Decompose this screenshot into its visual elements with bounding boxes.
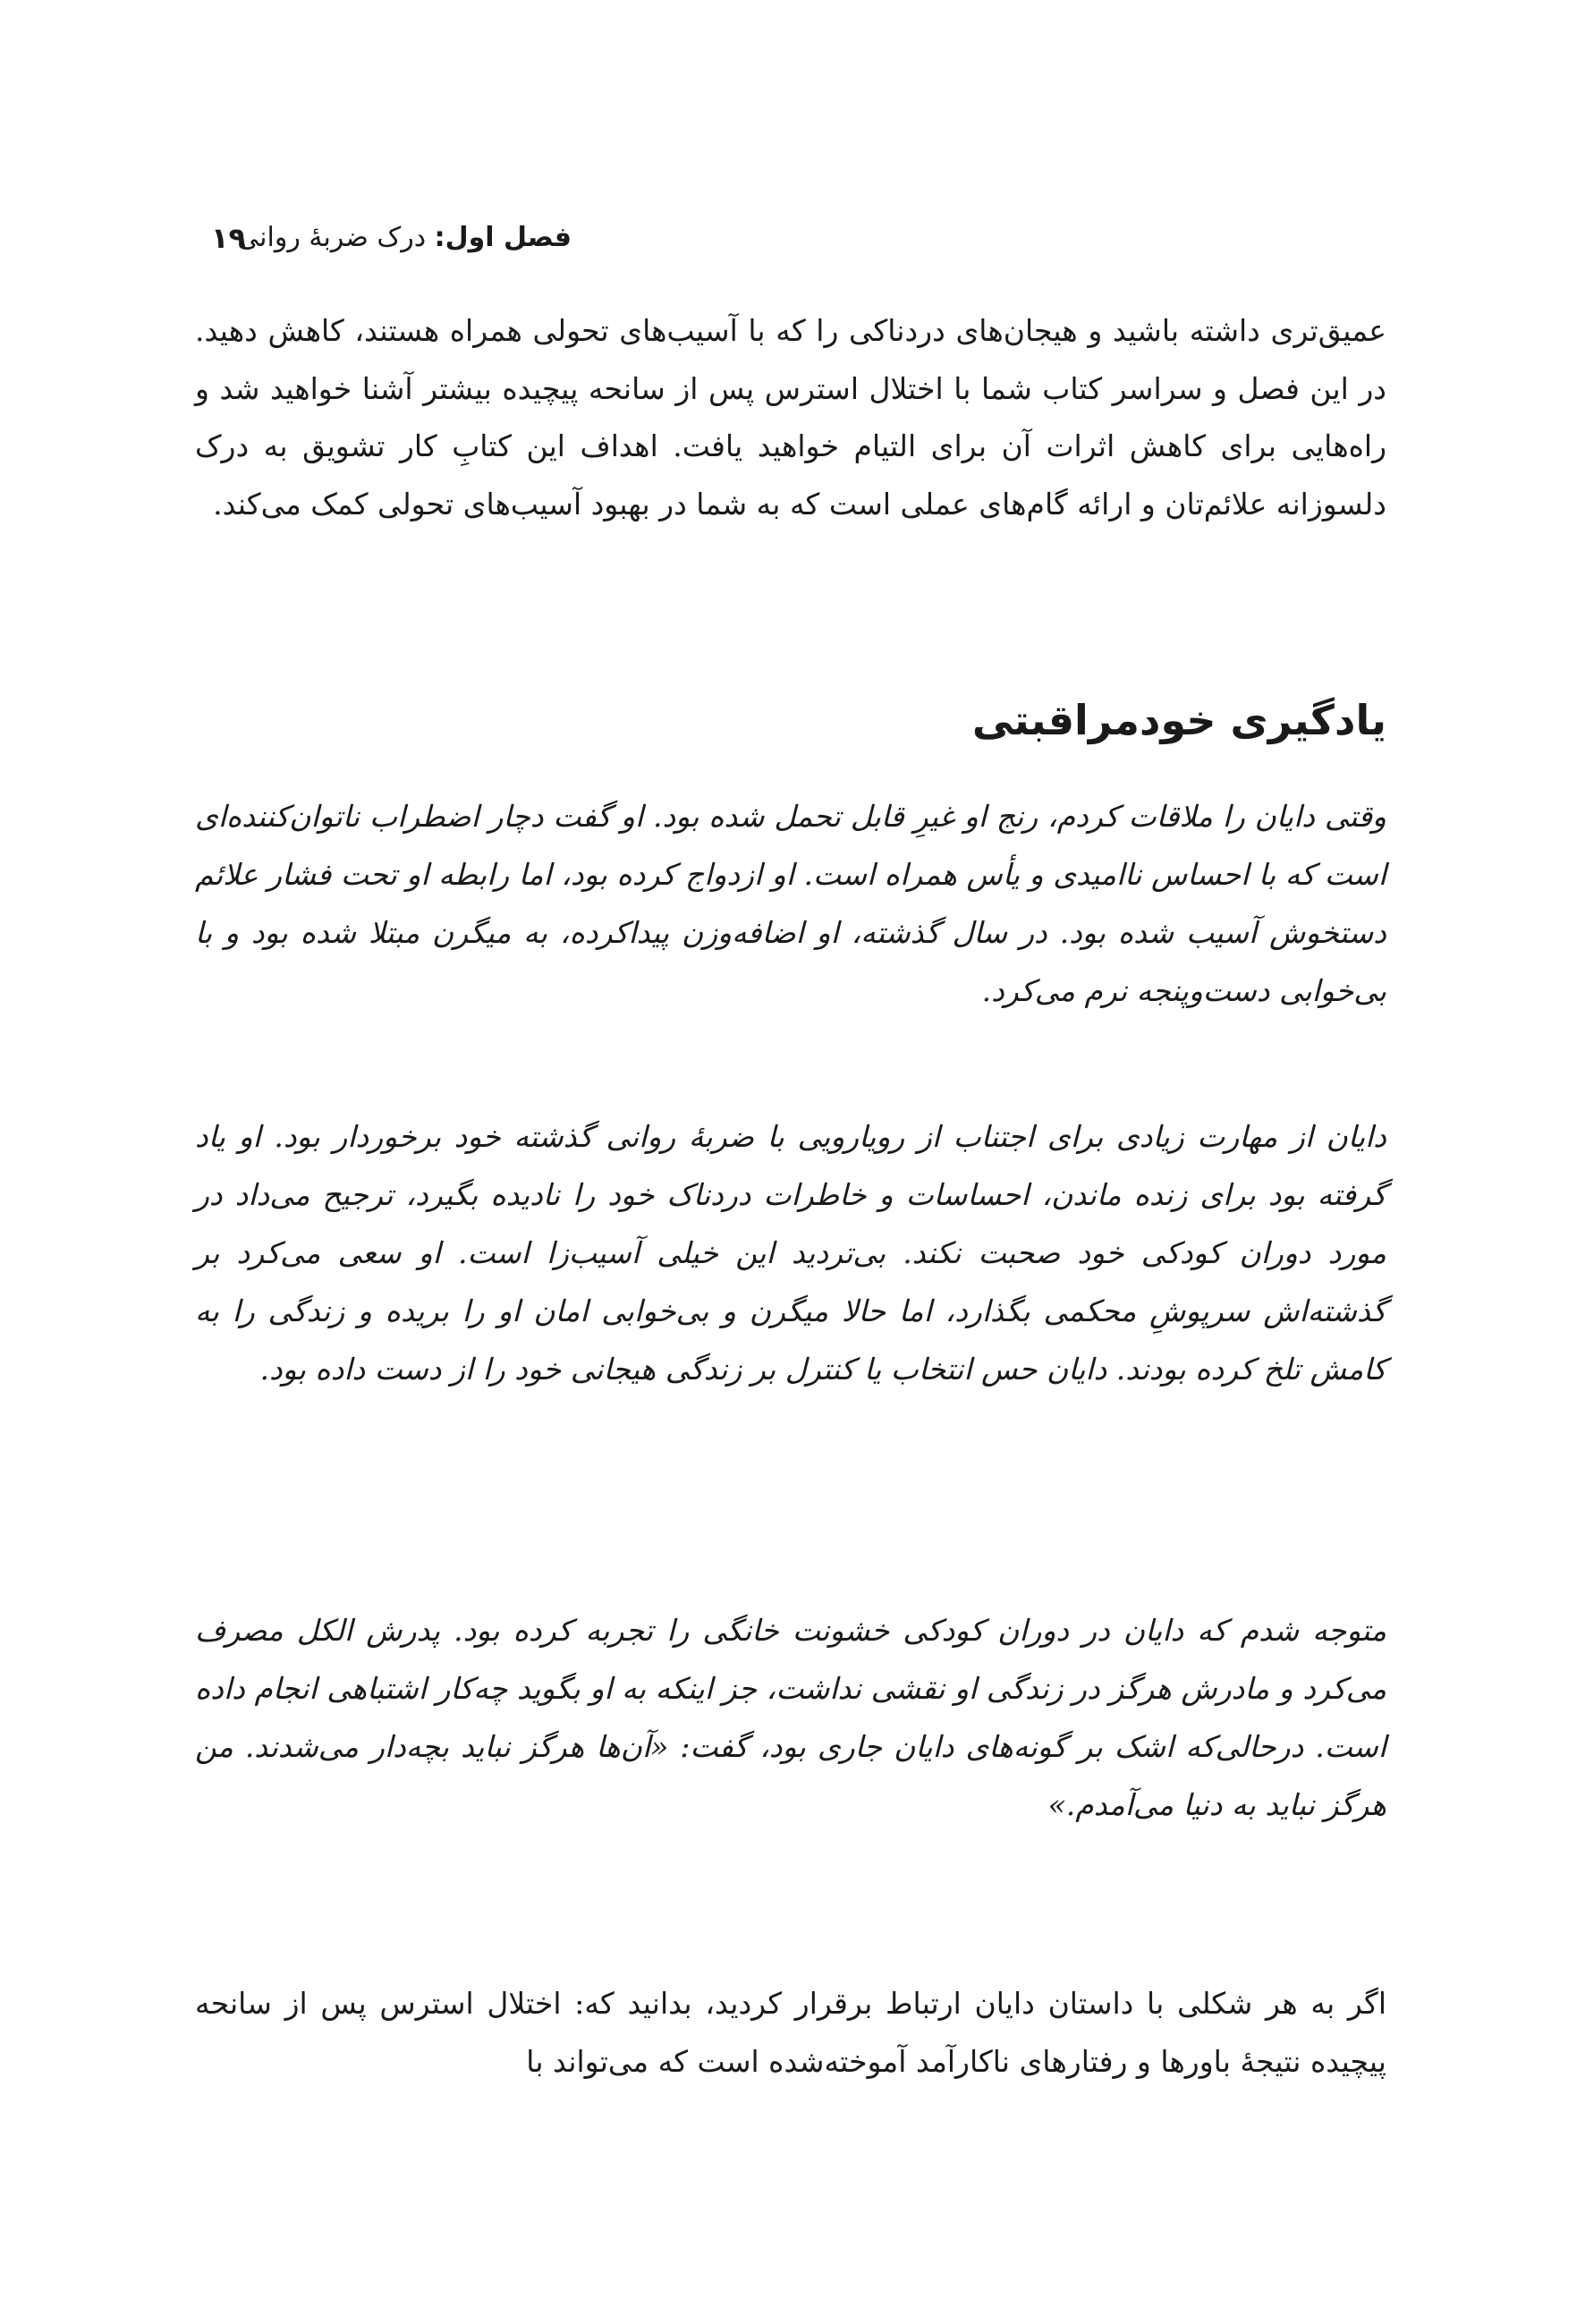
page-number: ۱۹ (211, 221, 247, 255)
case-paragraph-3-block (195, 1601, 1386, 1834)
section-title: یادگیری خودمراقبتی (971, 696, 1386, 744)
running-header (0, 211, 1585, 265)
case-paragraph-2-block (195, 1107, 1386, 1398)
closing-paragraph: اگر به هر شکلی با داستان دایان ارتباط برقرار کردید، بدانید که: اختلال استرس پس از سانحه پیچیده نتیجهٔ باورها و رفتارهای ناکارآمد آموخته‌شده است که می‌تواند با (195, 1986, 1386, 2079)
intro-paragraph-block (195, 302, 1386, 533)
chapter-title: درک ضربهٔ روانی (237, 222, 427, 253)
chapter-label: فصل اول: (434, 222, 572, 253)
closing-paragraph-block (195, 1975, 1386, 2091)
case-paragraph-1: وقتی دایان را ملاقات کردم، رنج او غیرِ قابل تحمل شده بود. او گفت دچار اضطراب ناتوان‌کننده‌ای است که با احساس ناامیدی و یأس همراه است. او ازدواج کرده بود، اما رابطه او تحت فشار علائم دستخوش آسیب شده بود. در سال گذشته، او اضافه‌وزن پیداکرده، به میگرن مبتلا شده بود و با بی‌خوابی دست‌وپنجه نرم می‌کرد. (195, 799, 1386, 1008)
case-paragraph-1-block (195, 787, 1386, 1020)
chapter-heading (237, 211, 572, 265)
case-paragraph-3: متوجه شدم که دایان در دوران کودکی خشونت خانگی را تجربه کرده بود. پدرش الکل مصرف می‌کرد و مادرش هرگز در زندگی او نقشی نداشت، جز اینکه به او بگوید چه‌کار اشتباهی انجام داده است. درحالی‌که اشک بر گونه‌های دایان جاری بود، گفت: «آن‌ها هرگز نباید بچه‌دار می‌شدند. من هرگز نباید به دنیا می‌آمدم.» (195, 1613, 1386, 1822)
case-paragraph-2: دایان از مهارت زیادی برای اجتناب از رویارویی با ضربهٔ روانی گذشته خود برخوردار بود. او یاد گرفته بود برای زنده ماندن، احساسات و خاطرات دردناک خود را نادیده بگیرد، ترجیح می‌داد در مورد دوران کودکی خود صحبت نکند. بی‌تردید این خیلی آسیب‌زا است. او سعی می‌کرد بر گذشته‌اش سرپوشِ محکمی بگذارد، اما حالا میگرن و بی‌خوابی امان او را بریده و زندگی را به کامش تلخ کرده بودند. دایان حس انتخاب یا کنترل بر زندگی هیجانی خود را از دست داده بود. (195, 1119, 1386, 1387)
intro-paragraph: عمیق‌تری داشته باشید و هیجان‌های دردناکی را که با آسیب‌های تحولی همراه هستند، کاهش دهید. در این فصل و سراسر کتاب شما با اختلال استرس پس از سانحه پیچیده بیشتر آشنا خواهید شد و راه‌هایی برای کاهش اثرات آن برای التیام خواهید یافت. اهداف این کتابِ کار تشویق به درک دلسوزانه علائم‌تان و ارائه گام‌های عملی است که به شما در بهبود آسیب‌های تحولی کمک می‌کند. (195, 313, 1386, 522)
